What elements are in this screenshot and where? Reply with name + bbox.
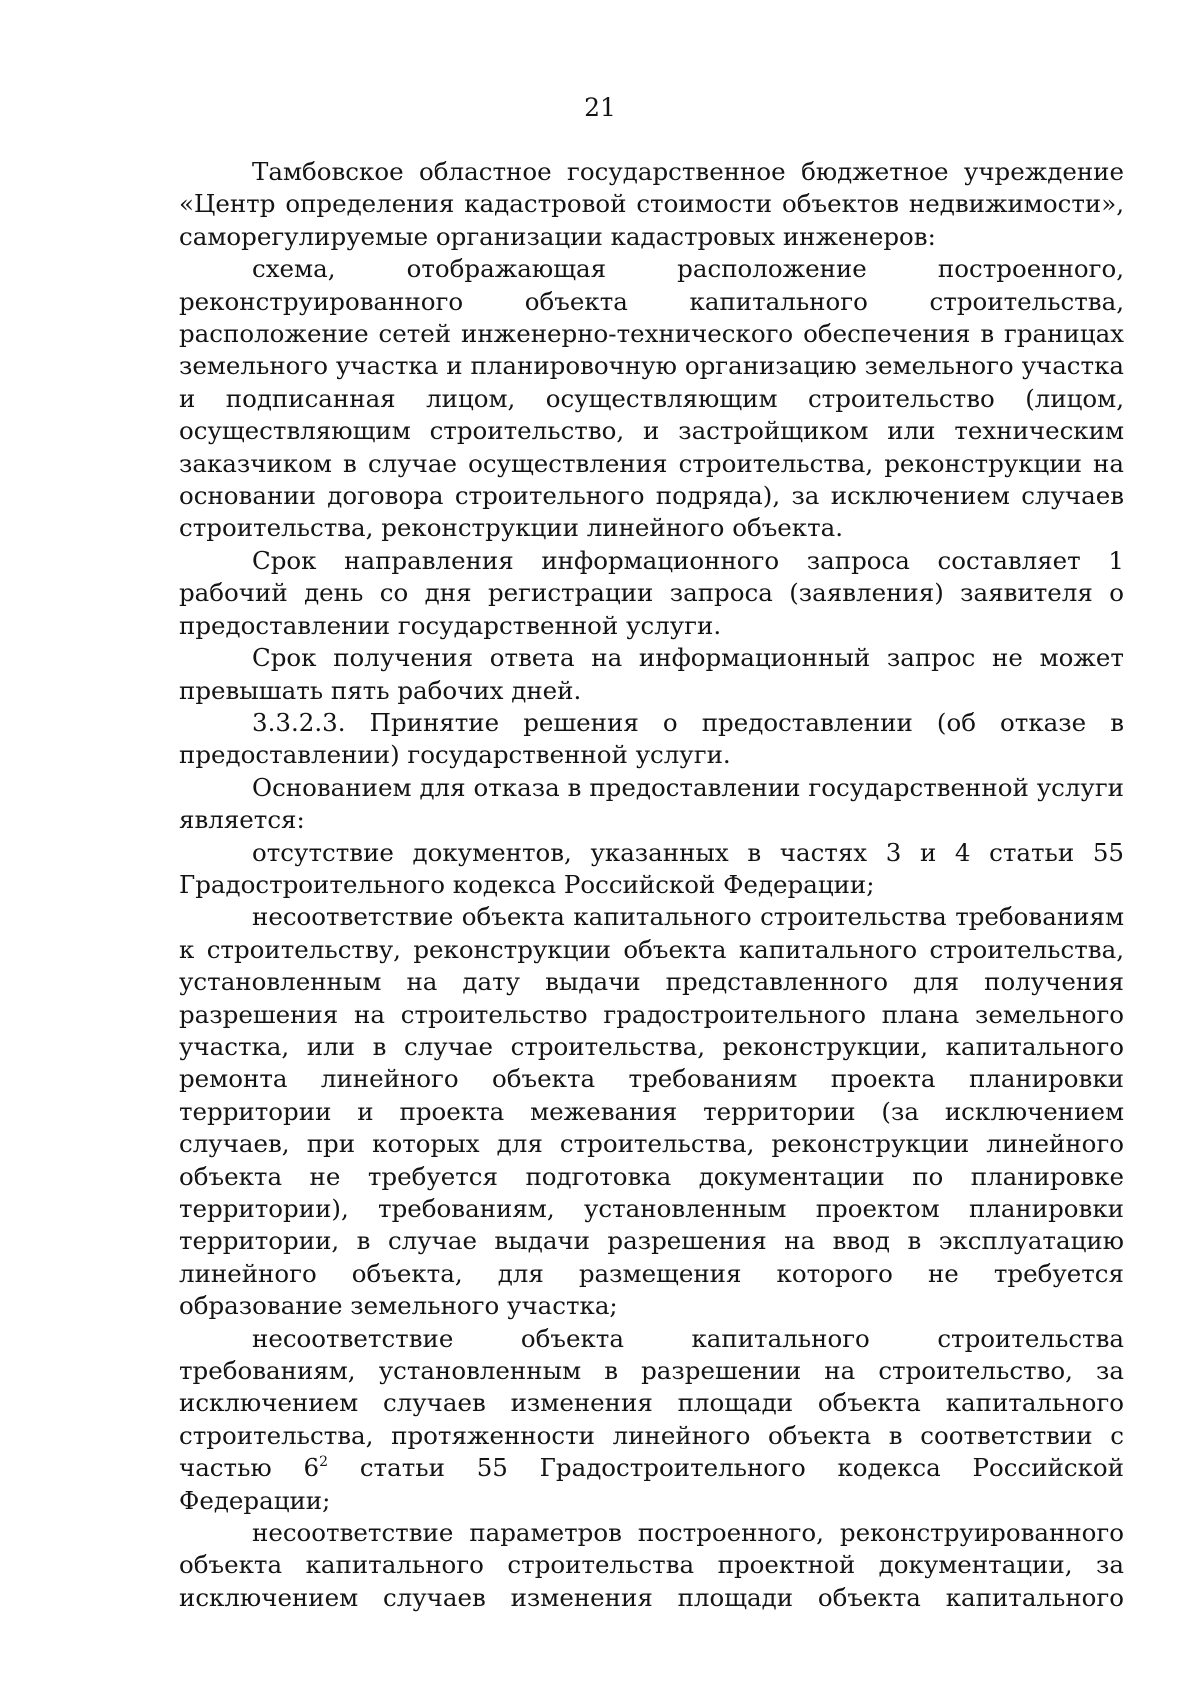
- paragraph-continued: несоответствие параметров построенного, реконструированного объекта капитального строительства проектной документации, за исключением случаев изменения площади объекта капитального: [179, 1518, 1124, 1612]
- page-number: 21: [584, 93, 616, 122]
- superscript-index: 2: [319, 1454, 329, 1471]
- paragraph: несоответствие объекта капитального строительства требованиям к строительству, реконструкции объекта капитального строительства, установленным на дату выдачи представленного для получения разрешения на строительство градостроительного плана земельного участка, или в случае строительства, реконструкции, капитального ремонта линейного объекта требованиям проекта планировки территории и проекта межевания территории (за исключением случаев, при которых для строительства, реконструкции линейного объекта не требуется подготовка документации по планировке территории), требованиям, установленным проектом планировки территории, в случае выдачи разрешения на ввод в эксплуатацию линейного объекта, для размещения которого не требуется образование земельного участка;: [179, 902, 1124, 1321]
- paragraph: Тамбовское областное государственное бюджетное учреждение «Центр определения кадастровой стоимости объектов недвижимости», саморегулируемые организации кадастровых инженеров:: [179, 157, 1124, 251]
- paragraph-text: несоответствие объекта капитального строительства требованиям, установленным в разрешении на строительство, за исключением случаев изменения площади объекта капитального строительства, протяженности линейного объекта в соответствии с частью 6: [179, 1323, 1124, 1483]
- document-body: [179, 156, 1124, 1614]
- paragraph: Срок направления информационного запроса составляет 1 рабочий день со дня регистрации запроса (заявления) заявителя о предоставлении государственной услуги.: [179, 545, 1124, 640]
- paragraph: Срок получения ответа на информационный запрос не может превышать пять рабочих дней.: [179, 643, 1124, 705]
- paragraph: схема, отображающая расположение построенного, реконструированного объекта капитального строительства, расположение сетей инженерно-технического обеспечения в границах земельного участка и планировочную организацию земельного участка и подписанная лицом, осуществляющим строительство (лицом, осуществляющим строительство, и застройщиком или техническим заказчиком в случае осуществления строительства, реконструкции на основании договора строительного подряда), за исключением случаев строительства, реконструкции линейного объекта.: [179, 254, 1124, 543]
- paragraph: 3.3.2.3. Принятие решения о предоставлении (об отказе в предоставлении) государственной услуги.: [179, 707, 1124, 770]
- paragraph: отсутствие документов, указанных в частях 3 и 4 статьи 55 Градостроительного кодекса Российской Федерации;: [179, 837, 1124, 899]
- paragraph: Основанием для отказа в предоставлении государственной услуги является:: [179, 772, 1124, 835]
- paragraph-text: статьи 55 Градостроительного кодекса Российской Федерации;: [179, 1453, 1124, 1515]
- paragraph: [179, 1323, 1124, 1517]
